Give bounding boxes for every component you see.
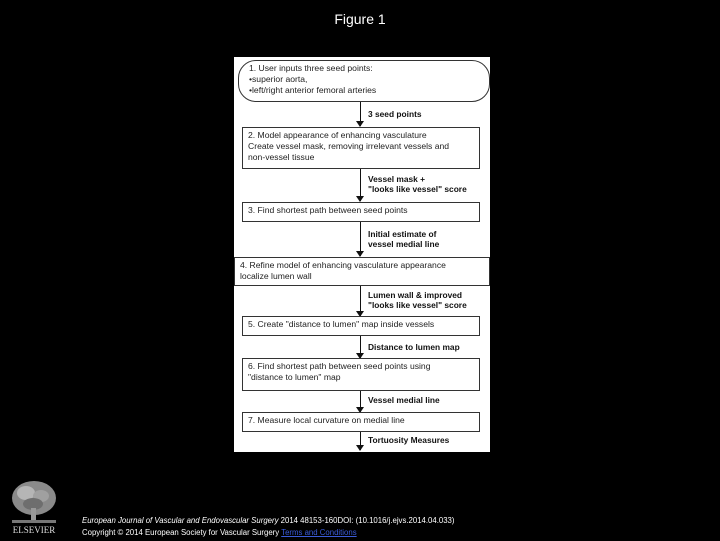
arrow-6	[360, 391, 361, 412]
output-4-line-1: Lumen wall & improved	[368, 290, 463, 300]
terms-link[interactable]: Terms and Conditions	[281, 528, 357, 537]
elsevier-tree-icon	[6, 478, 62, 536]
output-2-line-1: Vessel mask +	[368, 174, 426, 184]
output-3-line-1: Initial estimate of	[368, 229, 437, 239]
output-4-label	[368, 290, 467, 310]
output-4-line-2: "looks like vessel" score	[368, 300, 467, 310]
figure-title: Figure 1	[334, 11, 386, 27]
output-3-label	[368, 229, 439, 249]
step-6-line-1: 6. Find shortest path between seed points using	[248, 361, 431, 371]
citation-text: 2014 48153-160DOI: (10.1016/j.ejvs.2014.04.033)	[278, 516, 455, 525]
step-3-box	[242, 202, 480, 222]
step-4-line-1: 4. Refine model of enhancing vasculature appearance	[240, 260, 446, 270]
flowchart-panel	[234, 57, 490, 452]
step-2-box	[242, 127, 480, 169]
output-2-line-2: "looks like vessel" score	[368, 184, 467, 194]
output-3-line-2: vessel medial line	[368, 239, 440, 249]
step-2-line-2: Create vessel mask, removing irrelevant vessels and	[248, 141, 450, 151]
output-7-line-1: Tortuosity Measures	[368, 435, 450, 445]
arrow-2	[360, 169, 361, 201]
arrow-7	[360, 432, 361, 450]
output-6-line-1: Vessel medial line	[368, 395, 440, 405]
step-1-line-3: •left/right anterior femoral arteries	[249, 85, 377, 95]
step-2-line-3: non-vessel tissue	[248, 152, 315, 162]
output-7-label	[368, 435, 449, 445]
footer-copyright	[82, 528, 357, 537]
output-2-label	[368, 174, 467, 194]
journal-name: European Journal of Vascular and Endovascular Surgery	[82, 516, 279, 525]
elsevier-wordmark: ELSEVIER	[12, 525, 56, 535]
step-2-line-1: 2. Model appearance of enhancing vasculature	[248, 130, 427, 140]
output-5-label	[368, 342, 460, 352]
output-5-line-1: Distance to lumen map	[368, 342, 460, 352]
step-1-line-2: •superior aorta,	[249, 74, 308, 84]
elsevier-logo	[6, 478, 62, 536]
step-7-box	[242, 412, 480, 432]
step-5-box	[242, 316, 480, 336]
step-3-line-1: 3. Find shortest path between seed points	[248, 205, 408, 215]
step-4-box	[234, 257, 490, 286]
copyright-text: Copyright © 2014 European Society for Vascular Surgery	[82, 528, 280, 537]
arrow-3	[360, 222, 361, 256]
step-5-line-1: 5. Create "distance to lumen" map inside vessels	[248, 319, 435, 329]
step-6-box	[242, 358, 480, 391]
footer-citation	[82, 516, 454, 525]
step-1-line-1: 1. User inputs three seed points:	[249, 63, 373, 73]
step-6-line-2: "distance to lumen" map	[248, 372, 341, 382]
output-6-label	[368, 395, 440, 405]
arrow-5	[360, 336, 361, 358]
step-7-line-1: 7. Measure local curvature on medial line	[248, 415, 405, 425]
output-1-label	[368, 109, 422, 119]
output-1-line-1: 3 seed points	[368, 109, 422, 119]
arrow-1	[360, 102, 361, 126]
step-4-line-2: localize lumen wall	[240, 271, 312, 281]
arrow-4	[360, 286, 361, 316]
step-1-box	[238, 60, 490, 102]
